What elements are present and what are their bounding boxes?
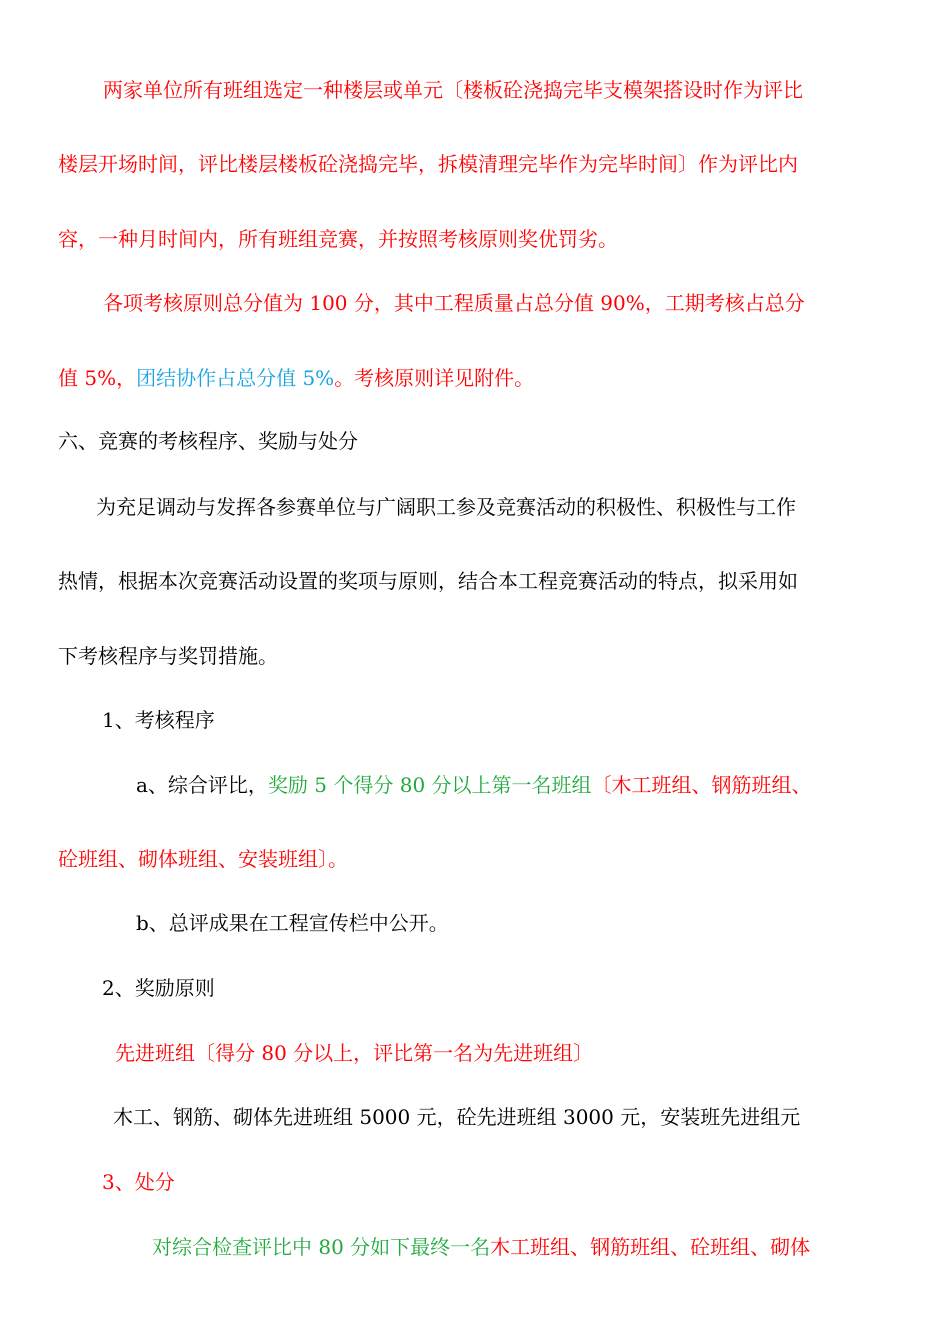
paragraph-2-blue: 团结协作占总分值 5%: [136, 366, 335, 390]
item-1b: b、总评成果在工程宣传栏中公开。: [136, 911, 449, 935]
paragraph-1-line-2: 楼层开场时间，评比楼层楼板砼浇捣完毕，拆模清理完毕作为完毕时间〕作为评比内: [58, 152, 798, 176]
paragraph-2-red-a: 值 5%，: [58, 366, 137, 390]
paragraph-3-line-2: 热情，根据本次竞赛活动设置的奖项与原则，结合本工程竞赛活动的特点，拟采用如: [58, 569, 798, 593]
paragraph-2-line-1: 各项考核原则总分值为 100 分，其中工程质量占总分值 90%，工期考核占总分: [103, 291, 805, 315]
item-1a-green-text: 奖励 5 个得分 80 分以上第一名班组: [267, 773, 592, 797]
item-2-black-text: 木工、钢筋、砌体先进班组 5000 元，砼先进班组 3000 元，安装班先进组元: [113, 1105, 801, 1129]
paragraph-2-line-2: [58, 364, 898, 392]
item-2-red-text: 先进班组〔得分 80 分以上，评比第一名为先进班组〕: [115, 1041, 594, 1065]
item-1a-line-1: [58, 771, 950, 799]
paragraph-3-line-1: 为充足调动与发挥各参赛单位与广阔职工参及竞赛活动的积极性、积极性与工作: [96, 495, 796, 519]
item-1a-red-text: 〔木工班组、钢筋班组、: [591, 773, 812, 797]
item-1a-line-2: 砼班组、砌体班组、安装班组〕。: [58, 847, 348, 871]
item-3-heading: 3、处分: [102, 1170, 175, 1194]
item-1a-label: a、综合评比，: [136, 773, 268, 797]
item-2-heading: 2、奖励原则: [102, 976, 215, 1000]
item-3-line-1: [58, 1233, 950, 1261]
paragraph-3-line-3: 下考核程序与奖罚措施。: [58, 644, 278, 668]
item-3-green-text: 对综合检查评比中 80 分如下最终一名: [152, 1235, 491, 1259]
paragraph-2-red-b: 。考核原则详见附件。: [334, 366, 535, 390]
item-3-red-text: 木工班组、钢筋班组、砼班组、砌体: [490, 1235, 811, 1259]
paragraph-1-line-1: 两家单位所有班组选定一种楼层或单元〔楼板砼浇捣完毕支模架搭设时作为评比: [103, 78, 803, 102]
item-1-heading: 1、考核程序: [102, 708, 215, 732]
paragraph-1-line-3: 容，一种月时间内，所有班组竞赛，并按照考核原则奖优罚劣。: [58, 227, 618, 251]
section-6-heading: 六、竞赛的考核程序、奖励与处分: [58, 429, 358, 453]
